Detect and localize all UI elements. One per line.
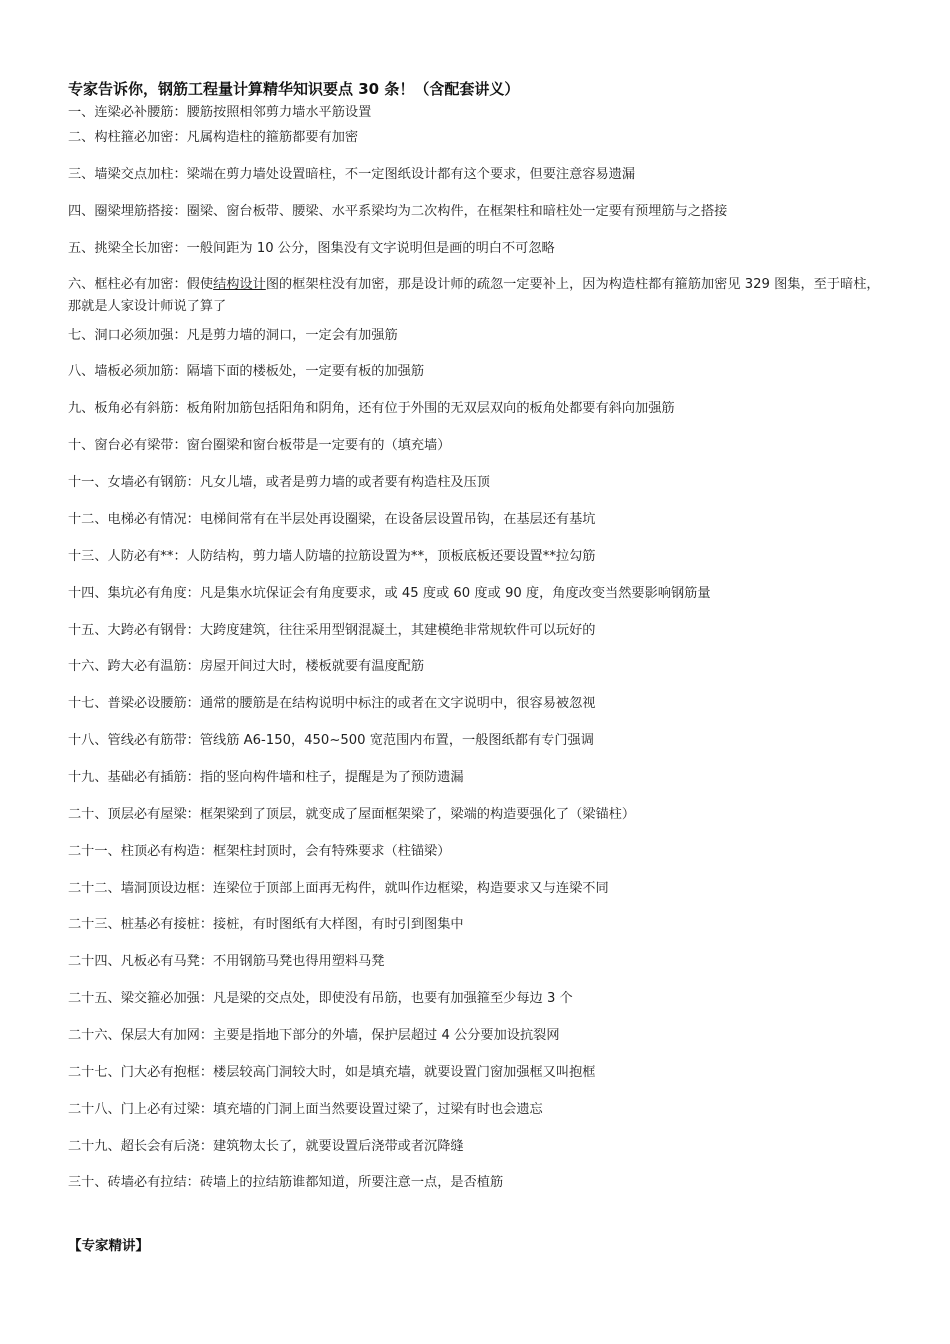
list-item: 二十九、超长会有后浇：建筑物太长了，就要设置后浇带或者沉降缝: [68, 1139, 464, 1154]
structural-design-link[interactable]: 结构设计: [213, 277, 266, 292]
item-text: 图的框架柱没有加密，那是设计师的疏忽一定要补上，因为构造柱都有箍筋加密见 329 图集，至于暗柱，那就是人家设计师说了算了: [68, 277, 880, 314]
list-item: 二十八、门上必有过梁：填充墙的门洞上面当然要设置过梁了，过梁有时也会遗忘: [68, 1102, 543, 1117]
list-item: 二十、顶层必有屋梁：框架梁到了顶层，就变成了屋面框架梁了，梁端的构造要强化了（梁锚柱）: [68, 807, 636, 822]
list-item: 十八、管线必有筋带：管线筋 A6-150，450~500 宽范围内布置，一般图纸都有专门强调: [68, 733, 594, 748]
list-item: 三十、砖墙必有拉结：砖墙上的拉结筋谁都知道，所要注意一点，是否植筋: [68, 1175, 504, 1190]
list-item: 五、挑梁全长加密：一般间距为 10 公分，图集没有文字说明但是画的明白不可忽略: [68, 241, 555, 256]
list-item: 十六、跨大必有温筋：房屋开间过大时，楼板就要有温度配筋: [68, 659, 425, 674]
item-text: 六、框柱必有加密：假使: [68, 277, 214, 292]
list-item: 十、窗台必有梁带：窗台圈梁和窗台板带是一定要有的（填充墙）: [68, 438, 451, 453]
list-item: 十九、基础必有插筋：指的竖向构件墙和柱子，提醒是为了预防遗漏: [68, 770, 464, 785]
list-item: 二十二、墙洞顶设边框：连梁位于顶部上面再无构件，就叫作边框梁，构造要求又与连梁不同: [68, 881, 609, 896]
list-item: 十二、电梯必有情况：电梯间常有在半层处再设圈梁，在设备层设置吊钩，在基层还有基坑: [68, 512, 596, 527]
list-item: 七、洞口必须加强：凡是剪力墙的洞口，一定会有加强筋: [68, 328, 398, 343]
list-item: 二十五、梁交箍必加强：凡是梁的交点处，即使没有吊筋，也要有加强箍至少每边 3 个: [68, 991, 573, 1006]
list-item: 十四、集坑必有角度：凡是集水坑保证会有角度要求，或 45 度或 60 度或 90 度，角度改变当然要影响钢筋量: [68, 586, 711, 601]
list-item: 二十三、桩基必有接桩：接桩，有时图纸有大样图，有时引到图集中: [68, 917, 464, 932]
list-item: [68, 274, 888, 318]
list-item: 十五、大跨必有钢骨：大跨度建筑，往往采用型钢混凝土，其建模绝非常规软件可以玩好的: [68, 623, 596, 638]
list-item: 二十四、凡板必有马凳：不用钢筋马凳也得用塑料马凳: [68, 954, 385, 969]
list-item: 二十七、门大必有抱框：楼层较高门洞较大时，如是填充墙，就要设置门窗加强框又叫抱框: [68, 1065, 596, 1080]
list-item: 三、墙梁交点加柱：梁端在剪力墙处设置暗柱，不一定图纸设计都有这个要求，但要注意容易遗漏: [68, 167, 636, 182]
list-item: 二、构柱箍必加密：凡属构造柱的箍筋都要有加密: [68, 130, 359, 145]
list-item: 九、板角必有斜筋：板角附加筋包括阳角和阴角，还有位于外围的无双层双向的板角处都要有斜向加强筋: [68, 401, 675, 416]
list-item: 八、墙板必须加筋：隔墙下面的楼板处，一定要有板的加强筋: [68, 364, 425, 379]
list-item: 十三、人防必有**：人防结构，剪力墙人防墙的拉筋设置为**，顶板底板还要设置**拉勾筋: [68, 549, 596, 564]
document-title: 专家告诉你，钢筋工程量计算精华知识要点 30 条！（含配套讲义）: [68, 80, 520, 98]
section-heading: 【专家精讲】: [68, 1238, 149, 1254]
list-item: 十七、普梁必设腰筋：通常的腰筋是在结构说明中标注的或者在文字说明中，很容易被忽视: [68, 696, 596, 711]
list-item: 十一、女墙必有钢筋：凡女儿墙，或者是剪力墙的或者要有构造柱及压顶: [68, 475, 490, 490]
list-item: 二十六、保层大有加网：主要是指地下部分的外墙，保护层超过 4 公分要加设抗裂网: [68, 1028, 560, 1043]
list-item: 四、圈梁埋筋搭接：圈梁、窗台板带、腰梁、水平系梁均为二次构件，在框架柱和暗柱处一定要有预埋筋与之搭接: [68, 204, 728, 219]
list-item: 二十一、柱顶必有构造：框架柱封顶时，会有特殊要求（柱锚梁）: [68, 844, 451, 859]
list-item: 一、连梁必补腰筋：腰筋按照相邻剪力墙水平筋设置: [68, 105, 372, 120]
